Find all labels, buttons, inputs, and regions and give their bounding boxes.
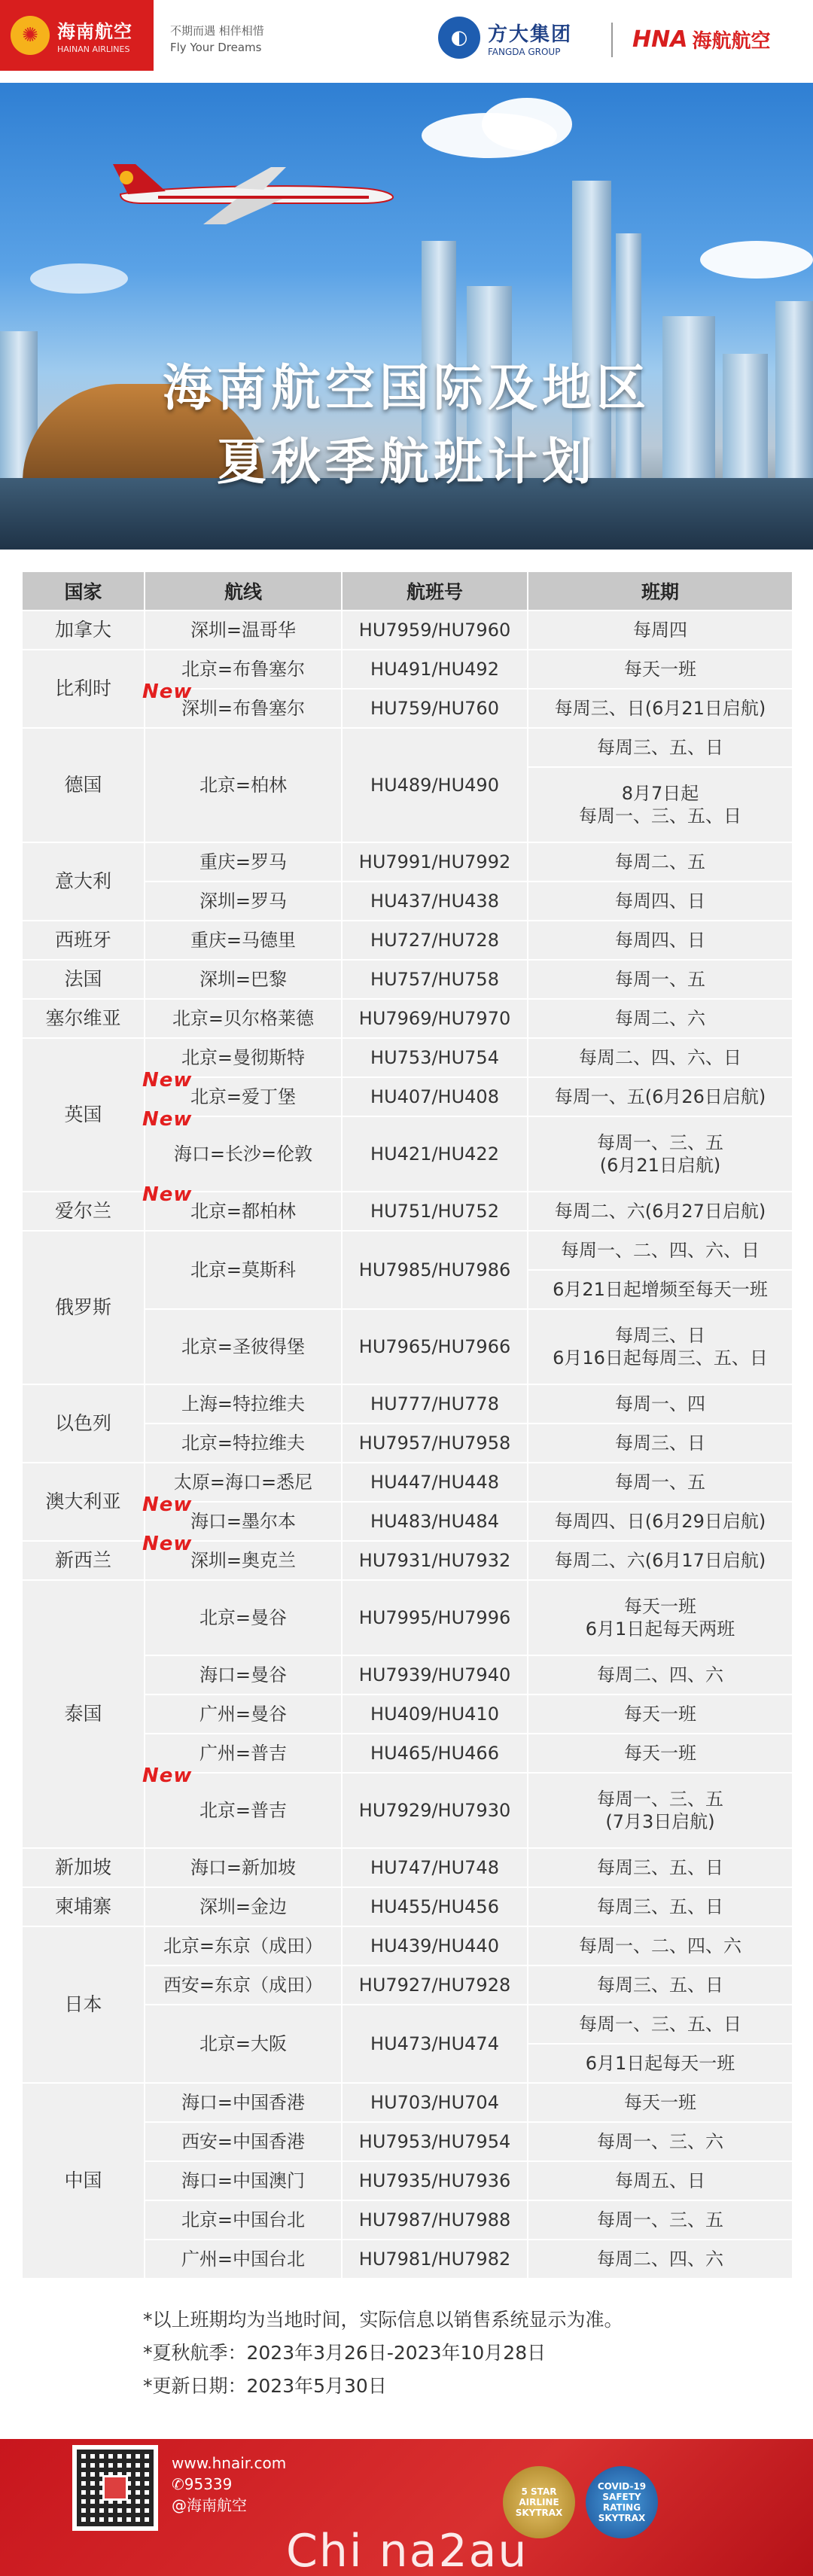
route-cell: 广州=中国台北: [145, 2240, 342, 2279]
new-badge: New: [142, 1069, 193, 1092]
flight-cell: HU421/HU422: [342, 1116, 528, 1192]
fangda-name-en: FANGDA GROUP: [488, 46, 561, 57]
flight-cell: HU465/HU466: [342, 1734, 528, 1773]
schedule-cell: 每周二、五: [528, 842, 793, 882]
route-cell: 北京=布鲁塞尔: [145, 650, 342, 689]
route-text: 深圳=奥克兰: [190, 1550, 297, 1571]
route-cell: 海口=曼谷: [145, 1655, 342, 1694]
hero-banner: [0, 83, 813, 550]
schedule-cell: 每周三、五、日: [528, 1887, 793, 1926]
table-row: [22, 842, 793, 882]
flight-cell: HU7939/HU7940: [342, 1655, 528, 1694]
schedule-cell: 每天一班: [528, 1734, 793, 1773]
flight-cell: HU447/HU448: [342, 1463, 528, 1502]
schedule-cell: 每周一、五(6月26日启航): [528, 1077, 793, 1116]
country-cell: 爱尔兰: [22, 1192, 145, 1231]
qr-logo-icon: [102, 2475, 128, 2501]
route-cell: 重庆=罗马: [145, 842, 342, 882]
schedule-cell: 每周一、四: [528, 1384, 793, 1423]
route-cell: 重庆=马德里: [145, 921, 342, 960]
country-cell: 塞尔维亚: [22, 999, 145, 1038]
route-cell: 深圳=巴黎: [145, 960, 342, 999]
route-cell: 深圳=金边: [145, 1887, 342, 1926]
schedule-cell: 每周二、四、六: [528, 2240, 793, 2279]
schedule-cell: 每周二、六(6月17日启航): [528, 1541, 793, 1580]
fangda-text: [488, 19, 572, 57]
table-row: [22, 1231, 793, 1270]
hainan-logo-text: [57, 17, 132, 54]
hna-cn: 海航航空: [692, 30, 771, 53]
flight-cell: HU7981/HU7982: [342, 2240, 528, 2279]
schedule-cell: 每周五、日: [528, 2161, 793, 2200]
flight-cell: HU473/HU474: [342, 2005, 528, 2083]
country-cell: 英国: [22, 1038, 145, 1192]
hainan-airlines-logo[interactable]: [0, 0, 154, 71]
schedule-line: (6月21日启航): [599, 1155, 721, 1176]
schedule-line: 每天一班: [624, 1596, 696, 1617]
slogan: [170, 23, 264, 56]
country-cell: 柬埔寨: [22, 1887, 145, 1926]
flight-cell: HU7995/HU7996: [342, 1580, 528, 1655]
flight-cell: HU757/HU758: [342, 960, 528, 999]
table-row: [22, 1926, 793, 1965]
flight-cell: HU747/HU748: [342, 1848, 528, 1887]
new-badge: New: [142, 1183, 193, 1206]
schedule-cell: 每天一班: [528, 1694, 793, 1734]
airline-name-cn: 海南航空: [57, 21, 132, 42]
flight-cell: HU751/HU752: [342, 1192, 528, 1231]
schedule-line: 6月16日起每周三、五、日: [553, 1347, 768, 1369]
new-badge: New: [142, 1494, 193, 1516]
schedule-cell: 每天一班: [528, 2083, 793, 2122]
route-cell: 海口=新加坡: [145, 1848, 342, 1887]
route-cell: [142, 681, 342, 728]
flight-cell: HU7927/HU7928: [342, 1965, 528, 2005]
flight-cell: HU491/HU492: [342, 650, 528, 689]
table-row: [22, 999, 793, 1038]
schedule-cell: 6月1日起每天一班: [528, 2044, 793, 2083]
header-schedule: 班期: [528, 571, 793, 611]
header: [0, 0, 813, 83]
schedule-cell: 6月21日起增频至每天一班: [528, 1270, 793, 1309]
schedule-cell: 每周二、四、六: [528, 1655, 793, 1694]
schedule-cell: 每周三、五、日: [528, 1848, 793, 1887]
schedule-cell: 每周三、日(6月21日启航): [528, 689, 793, 728]
country-cell: 俄罗斯: [22, 1231, 145, 1384]
country-cell: 西班牙: [22, 921, 145, 960]
route-cell: 北京=中国台北: [145, 2200, 342, 2240]
flight-cell: HU7991/HU7992: [342, 842, 528, 882]
note-line: *夏秋航季：2023年3月26日-2023年10月28日: [143, 2342, 547, 2364]
route-cell: 广州=普吉: [145, 1734, 342, 1773]
header-divider: [611, 23, 613, 57]
route-cell: 北京=曼谷: [145, 1580, 342, 1655]
schedule-cell: [528, 1116, 793, 1192]
schedule-line: 每周一、三、五: [597, 1132, 723, 1153]
table-row: [22, 1463, 793, 1502]
note-line: *更新日期：2023年5月30日: [143, 2375, 387, 2397]
route-text: 北京=普吉: [199, 1800, 288, 1821]
schedule-cell: [528, 1309, 793, 1384]
table-row: [22, 1848, 793, 1887]
phone-number[interactable]: ✆95339: [172, 2475, 233, 2493]
route-cell: 北京=曼彻斯特: [145, 1038, 342, 1077]
schedule-cell: 每周一、二、四、六、日: [528, 1231, 793, 1270]
table-row: [22, 1887, 793, 1926]
country-cell: 加拿大: [22, 611, 145, 650]
flight-cell: HU703/HU704: [342, 2083, 528, 2122]
schedule-cell: 每周三、五、日: [528, 728, 793, 767]
new-badge: New: [142, 1108, 193, 1131]
country-cell: 法国: [22, 960, 145, 999]
cloud-shape: [700, 241, 813, 279]
contact-info: [172, 2453, 286, 2516]
table-row: [22, 1384, 793, 1423]
route-cell: 西安=中国香港: [145, 2122, 342, 2161]
country-cell: 比利时: [22, 650, 145, 728]
table-row: [22, 650, 793, 689]
footer: [0, 2439, 813, 2576]
route-text: 海口=长沙=伦敦: [173, 1143, 313, 1165]
table-row: [22, 728, 793, 767]
schedule-cell: 每周四、日: [528, 882, 793, 921]
schedule-cell: 每周一、二、四、六: [528, 1926, 793, 1965]
flight-cell: HU407/HU408: [342, 1077, 528, 1116]
flight-cell: HU7931/HU7932: [342, 1541, 528, 1580]
schedule-line: (7月3日启航): [605, 1811, 715, 1832]
hero-title-line2: 夏秋季航班计划: [217, 433, 596, 491]
country-cell: 澳大利亚: [22, 1463, 145, 1541]
route-cell: 太原=海口=悉尼: [145, 1463, 342, 1502]
table-row: [22, 1038, 793, 1077]
skytrax-5star-badge: 5 STAR AIRLINE SKYTRAX: [503, 2466, 575, 2538]
qr-code[interactable]: [72, 2445, 158, 2531]
flight-cell: HU489/HU490: [342, 728, 528, 842]
schedule-cell: 每天一班: [528, 650, 793, 689]
table-header-row: [22, 571, 793, 611]
route-cell: 北京=大阪: [145, 2005, 342, 2083]
flight-cell: HU437/HU438: [342, 882, 528, 921]
flight-cell: HU7953/HU7954: [342, 2122, 528, 2161]
schedule-cell: 每周四、日: [528, 921, 793, 960]
schedule-cell: 每周一、三、六: [528, 2122, 793, 2161]
route-cell: 西安=东京（成田）: [145, 1965, 342, 2005]
table-row: [22, 1580, 793, 1655]
route-cell: 海口=中国澳门: [145, 2161, 342, 2200]
schedule-table: [21, 571, 793, 2279]
schedule-cell: 每周一、三、五: [528, 2200, 793, 2240]
route-cell: [142, 1533, 342, 1580]
flight-cell: HU7957/HU7958: [342, 1423, 528, 1463]
schedule-cell: 每周四: [528, 611, 793, 650]
airplane-icon: [113, 158, 399, 226]
route-cell: 深圳=温哥华: [145, 611, 342, 650]
route-text: 北京=爱丁堡: [190, 1086, 297, 1107]
flight-cell: HU7969/HU7970: [342, 999, 528, 1038]
flight-cell: HU777/HU778: [342, 1384, 528, 1423]
flight-cell: HU7985/HU7986: [342, 1231, 528, 1309]
table-row: [22, 921, 793, 960]
flight-cell: HU7965/HU7966: [342, 1309, 528, 1384]
header-flight: 航班号: [342, 571, 528, 611]
country-cell: 新西兰: [22, 1541, 145, 1580]
header-route: 航线: [145, 571, 342, 611]
schedule-cell: 每周三、日: [528, 1423, 793, 1463]
note-line: *以上班期均为当地时间，实际信息以销售系统显示为准。: [143, 2309, 623, 2331]
flight-cell: HU483/HU484: [342, 1502, 528, 1541]
flight-cell: HU439/HU440: [342, 1926, 528, 1965]
country-cell: 以色列: [22, 1384, 145, 1463]
route-cell: 海口=中国香港: [145, 2083, 342, 2122]
hero-title-line1: 海南航空国际及地区: [163, 359, 650, 417]
schedule-cell: [528, 1580, 793, 1655]
route-text: 北京=都柏林: [190, 1201, 297, 1222]
country-cell: 中国: [22, 2083, 145, 2279]
route-text: 深圳=布鲁塞尔: [181, 698, 306, 719]
flight-cell: HU759/HU760: [342, 689, 528, 728]
footnotes: [143, 2303, 623, 2403]
schedule-line: 8月7日起: [621, 783, 699, 804]
hainan-emblem-icon: ✺: [11, 16, 50, 55]
flight-cell: HU727/HU728: [342, 921, 528, 960]
website-link[interactable]: www.hnair.com: [172, 2454, 287, 2472]
route-cell: 北京=莫斯科: [145, 1231, 342, 1309]
route-cell: [142, 1765, 342, 1848]
schedule-line: 每周一、三、五: [597, 1789, 723, 1810]
table-row: [22, 960, 793, 999]
route-cell: 北京=圣彼得堡: [145, 1309, 342, 1384]
schedule-cell: 每周四、日(6月29日启航): [528, 1502, 793, 1541]
route-cell: [142, 1183, 342, 1231]
schedule-cell: 每周三、五、日: [528, 1965, 793, 2005]
watermark: Chi na2au: [286, 2525, 528, 2576]
new-badge: New: [142, 1765, 193, 1787]
schedule-cell: 每周二、六: [528, 999, 793, 1038]
schedule-line: 每周一、三、五、日: [579, 805, 741, 827]
route-cell: 深圳=罗马: [145, 882, 342, 921]
hna-en: HNA: [632, 26, 688, 53]
schedule-cell: 每周一、三、五、日: [528, 2005, 793, 2044]
table-row: [22, 2083, 793, 2122]
schedule-cell: [528, 1773, 793, 1848]
schedule-cell: 每周一、五: [528, 1463, 793, 1502]
fangda-name-cn: 方大集团: [488, 23, 573, 46]
route-cell: [142, 1108, 342, 1192]
route-text: 海口=墨尔本: [190, 1511, 297, 1532]
qr-code-pattern: [77, 2450, 154, 2526]
flight-cell: HU7959/HU7960: [342, 611, 528, 650]
flight-cell: HU7929/HU7930: [342, 1773, 528, 1848]
country-cell: 新加坡: [22, 1848, 145, 1887]
new-badge: New: [142, 681, 193, 703]
route-cell: 广州=曼谷: [145, 1694, 342, 1734]
schedule-cell: 每周二、六(6月27日启航): [528, 1192, 793, 1231]
route-cell: 北京=柏林: [145, 728, 342, 842]
flight-cell: HU455/HU456: [342, 1887, 528, 1926]
flight-cell: HU753/HU754: [342, 1038, 528, 1077]
country-cell: 意大利: [22, 842, 145, 921]
flight-cell: HU7935/HU7936: [342, 2161, 528, 2200]
cloud-shape: [30, 263, 128, 294]
country-cell: 日本: [22, 1926, 145, 2083]
new-badge: New: [142, 1533, 193, 1555]
airline-name-en: HAINAN AIRLINES: [57, 44, 130, 54]
table-row: [22, 611, 793, 650]
route-cell: 北京=特拉维夫: [145, 1423, 342, 1463]
route-cell: 北京=东京（成田）: [145, 1926, 342, 1965]
slogan-en: Fly Your Dreams: [170, 41, 262, 54]
country-cell: 泰国: [22, 1580, 145, 1848]
schedule-cell: 每周二、四、六、日: [528, 1038, 793, 1077]
skytrax-safety-badge: COVID-19 SAFETY RATING SKYTRAX: [586, 2466, 658, 2538]
flight-cell: HU409/HU410: [342, 1694, 528, 1734]
schedule-table-wrapper: [21, 571, 792, 2279]
schedule-cell: 每周一、五: [528, 960, 793, 999]
hna-logo[interactable]: [632, 26, 770, 53]
flight-cell: HU7987/HU7988: [342, 2200, 528, 2240]
schedule-cell: [528, 767, 793, 842]
fangda-group-logo[interactable]: [438, 17, 572, 59]
cloud-shape: [482, 98, 572, 151]
route-cell: 上海=特拉维夫: [145, 1384, 342, 1423]
schedule-line: 每周三、日: [615, 1325, 705, 1346]
country-cell: 德国: [22, 728, 145, 842]
slogan-cn: 不期而遇 相伴相惜: [170, 24, 264, 38]
schedule-line: 6月1日起每天两班: [585, 1618, 735, 1640]
header-country: 国家: [22, 571, 145, 611]
fangda-emblem-icon: ◐: [438, 17, 480, 59]
table-row: [22, 1541, 793, 1580]
table-row: [22, 1192, 793, 1231]
weibo-handle[interactable]: @海南航空: [172, 2496, 247, 2514]
route-cell: 北京=贝尔格莱德: [145, 999, 342, 1038]
